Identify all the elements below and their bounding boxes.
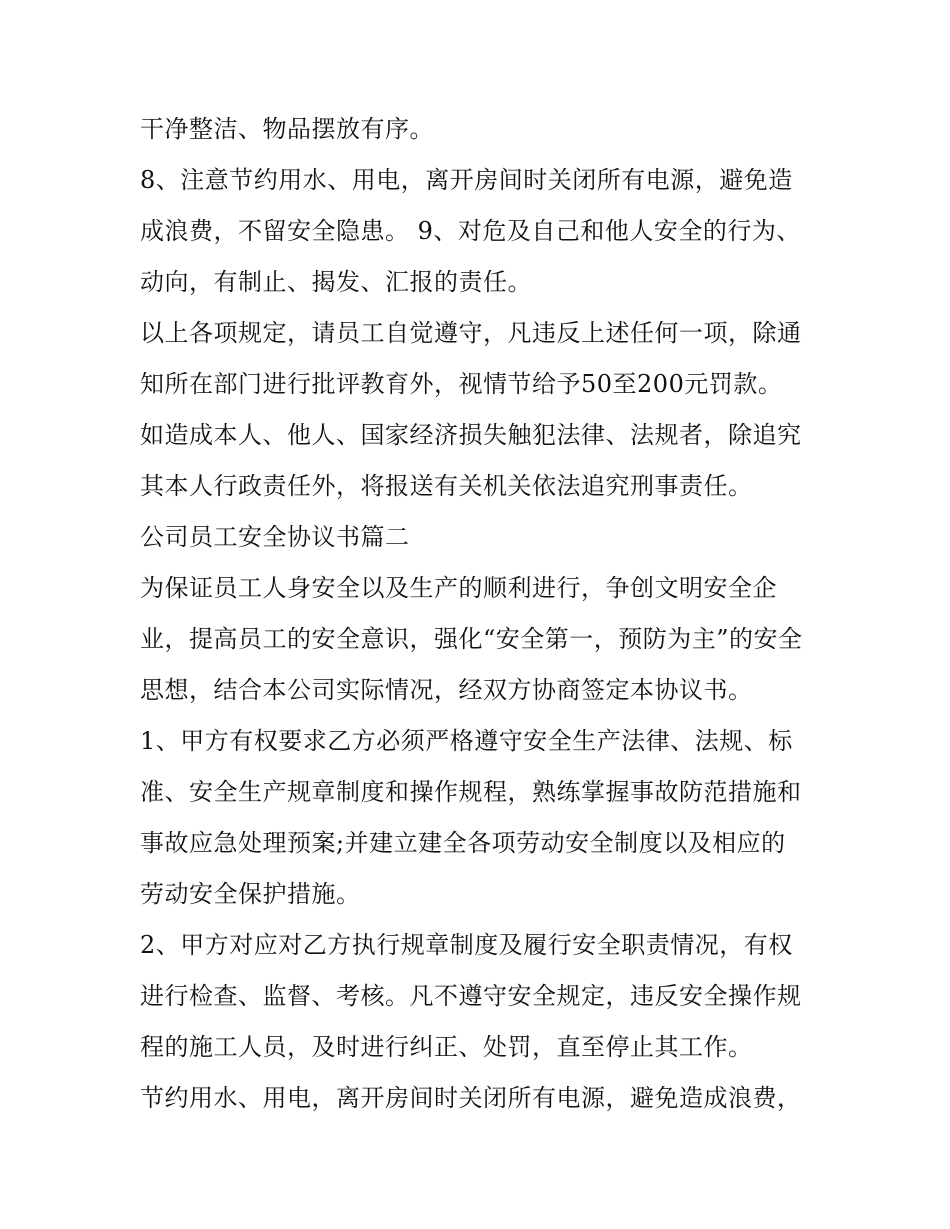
section-heading: 公司员工安全协议书篇二 <box>140 523 410 551</box>
text-line: 如造成本人、他人、国家经济损失触犯法律、法规者，除追究 <box>140 421 802 449</box>
text-line: 1、甲方有权要求乙方必须严格遵守安全生产法律、法规、标 <box>140 727 793 755</box>
text-line: 为保证员工人身安全以及生产的顺利进行，争创文明安全企 <box>140 574 777 602</box>
document-body <box>140 104 820 1124</box>
text-line: 准、安全生产规章制度和操作规程，熟练掌握事故防范措施和 <box>140 778 802 806</box>
text-line: 节约用水、用电，离开房间时关闭所有电源，避免造成浪费， <box>140 1084 802 1112</box>
text-line: 干净整洁、物品摆放有序。 <box>140 115 434 143</box>
text-line: 成浪费，不留安全隐患。 9、对危及自己和他人安全的行为、 <box>140 217 801 245</box>
text-line: 思想，结合本公司实际情况，经双方协商签定本协议书。 <box>140 676 753 704</box>
text-line: 知所在部门进行批评教育外，视情节给予50至200元罚款。 <box>140 370 783 398</box>
text-line: 进行检查、监督、考核。凡不遵守安全规定，违反安全操作规 <box>140 982 802 1010</box>
text-line: 业，提高员工的安全意识，强化“安全第一，预防为主”的安全 <box>140 625 803 653</box>
text-line: 动向，有制止、揭发、汇报的责任。 <box>140 268 532 296</box>
text-line: 劳动安全保护措施。 <box>140 880 361 908</box>
text-line: 2、甲方对应对乙方执行规章制度及履行安全职责情况，有权 <box>140 931 793 959</box>
text-line: 8、注意节约用水、用电，离开房间时关闭所有电源，避免造 <box>140 166 793 194</box>
text-line: 程的施工人员，及时进行纠正、处罚，直至停止其工作。 <box>140 1033 753 1061</box>
text-line: 其本人行政责任外，将报送有关机关依法追究刑事责任。 <box>140 472 753 500</box>
text-line: 事故应急处理预案;并建立建全各项劳动安全制度以及相应的 <box>140 829 786 857</box>
text-line: 以上各项规定，请员工自觉遵守，凡违反上述任何一项，除通 <box>140 319 802 347</box>
